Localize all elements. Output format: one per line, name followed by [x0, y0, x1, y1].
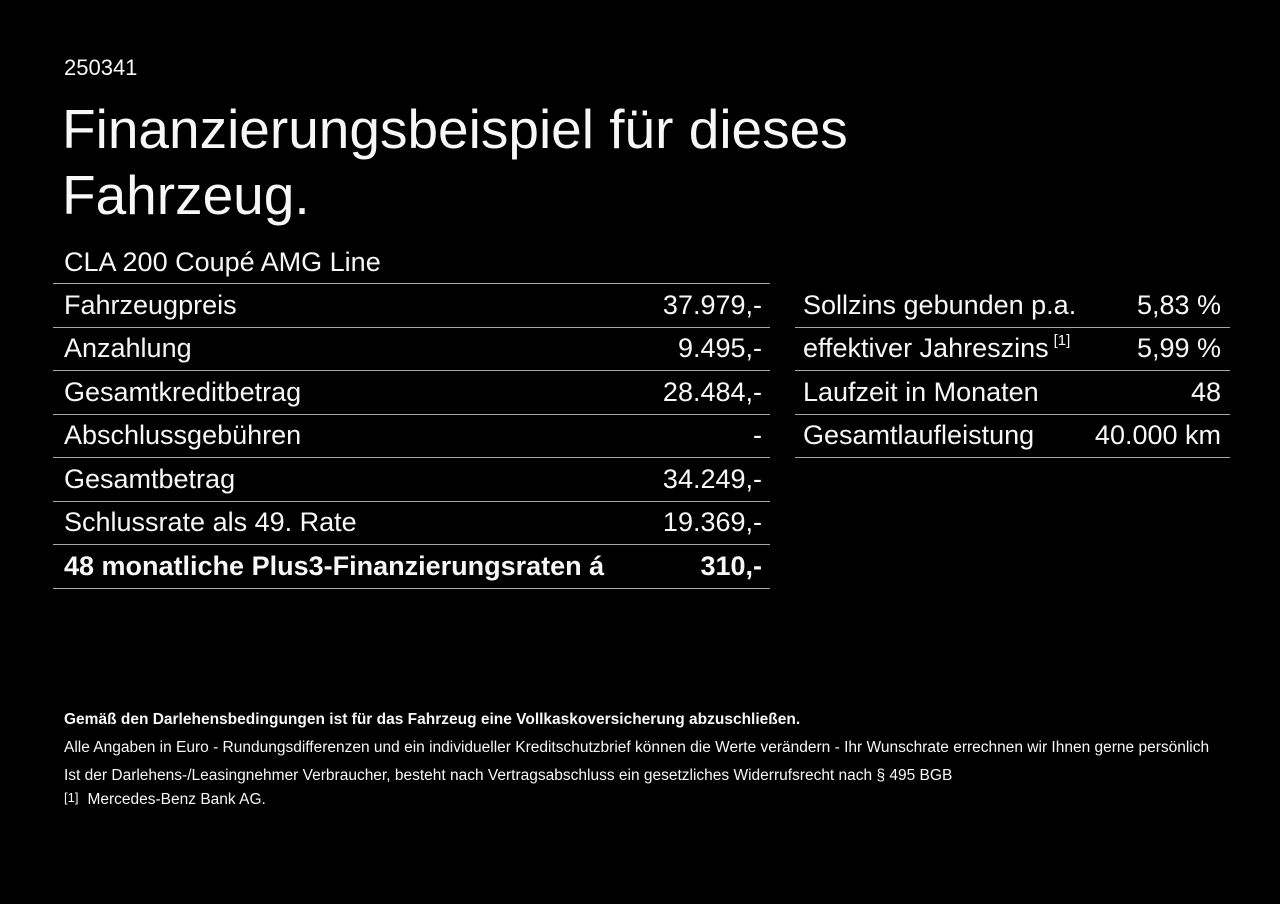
- table-row-effektiver-jahreszins: [795, 328, 1230, 372]
- row-label: Abschlussgebühren: [64, 420, 302, 451]
- row-value: 5,83 %: [1136, 289, 1221, 320]
- insurance-note: Gemäß den Darlehensbedingungen ist für das Fahrzeug eine Vollkaskoversicherung abzuschließen.: [64, 711, 801, 728]
- row-label: Fahrzeugpreis: [64, 289, 237, 320]
- row-label: Schlussrate als 49. Rate: [64, 507, 357, 538]
- row-value: 5,99 %: [1136, 333, 1221, 364]
- row-label: [803, 333, 1070, 364]
- row-label: Laufzeit in Monaten: [803, 376, 1039, 407]
- table-row-gesamtlaufleistung: [795, 415, 1230, 459]
- row-label: Sollzins gebunden p.a.: [803, 289, 1077, 320]
- row-value: 48: [1190, 376, 1221, 407]
- footnote-reference: [1]: [1053, 332, 1071, 350]
- row-value: 40.000 km: [1094, 420, 1221, 451]
- row-value: 310,-: [700, 550, 762, 581]
- footnote: [64, 790, 1234, 809]
- row-label: Gesamtkreditbetrag: [64, 376, 302, 407]
- table-row-anzahlung: [53, 328, 770, 372]
- row-value: 34.249,-: [662, 463, 762, 494]
- row-value: -: [753, 420, 762, 451]
- row-label: Anzahlung: [64, 333, 192, 364]
- row-value: 19.369,-: [662, 507, 762, 538]
- table-row-schlussrate: [53, 502, 770, 546]
- document-number: 250341: [64, 55, 138, 80]
- table-row-abschlussgebuehren: [53, 415, 770, 459]
- financing-table: [53, 283, 770, 589]
- row-value: 9.495,-: [677, 333, 762, 364]
- table-row-laufzeit: [795, 371, 1230, 415]
- table-row-sollzins: [795, 284, 1230, 328]
- table-row-gesamtkreditbetrag: [53, 371, 770, 415]
- page-title: Finanzierungsbeispiel für dieses Fahrzeug.: [62, 98, 848, 226]
- vehicle-name: CLA 200 Coupé AMG Line: [64, 247, 381, 277]
- row-label: 48 monatliche Plus3-Finanzierungsraten á: [64, 550, 605, 581]
- footnote-marker: [1]: [64, 790, 79, 805]
- row-value: 28.484,-: [662, 376, 762, 407]
- table-row-gesamtbetrag: [53, 458, 770, 502]
- row-label: Gesamtlaufleistung: [803, 420, 1035, 451]
- disclaimer-line-1: Alle Angaben in Euro - Rundungsdifferenzen und ein individueller Kreditschutzbrief können die Werte verändern - Ihr Wunschrate errechnen wir Ihnen gerne persönlich: [64, 739, 1210, 756]
- disclaimer-line-2: Ist der Darlehens-/Leasingnehmer Verbraucher, besteht nach Vertragsabschluss ein gesetzliches Widerrufsrecht nach § 495 BGB: [64, 767, 953, 784]
- row-label-text: effektiver Jahreszins: [803, 333, 1049, 364]
- row-label: Gesamtbetrag: [64, 463, 236, 494]
- row-value: 37.979,-: [662, 289, 762, 320]
- table-row-fahrzeugpreis: [53, 284, 770, 328]
- conditions-table: [795, 284, 1230, 458]
- table-row-monatsraten: [53, 545, 770, 589]
- footnote-text: Mercedes-Benz Bank AG.: [87, 791, 266, 808]
